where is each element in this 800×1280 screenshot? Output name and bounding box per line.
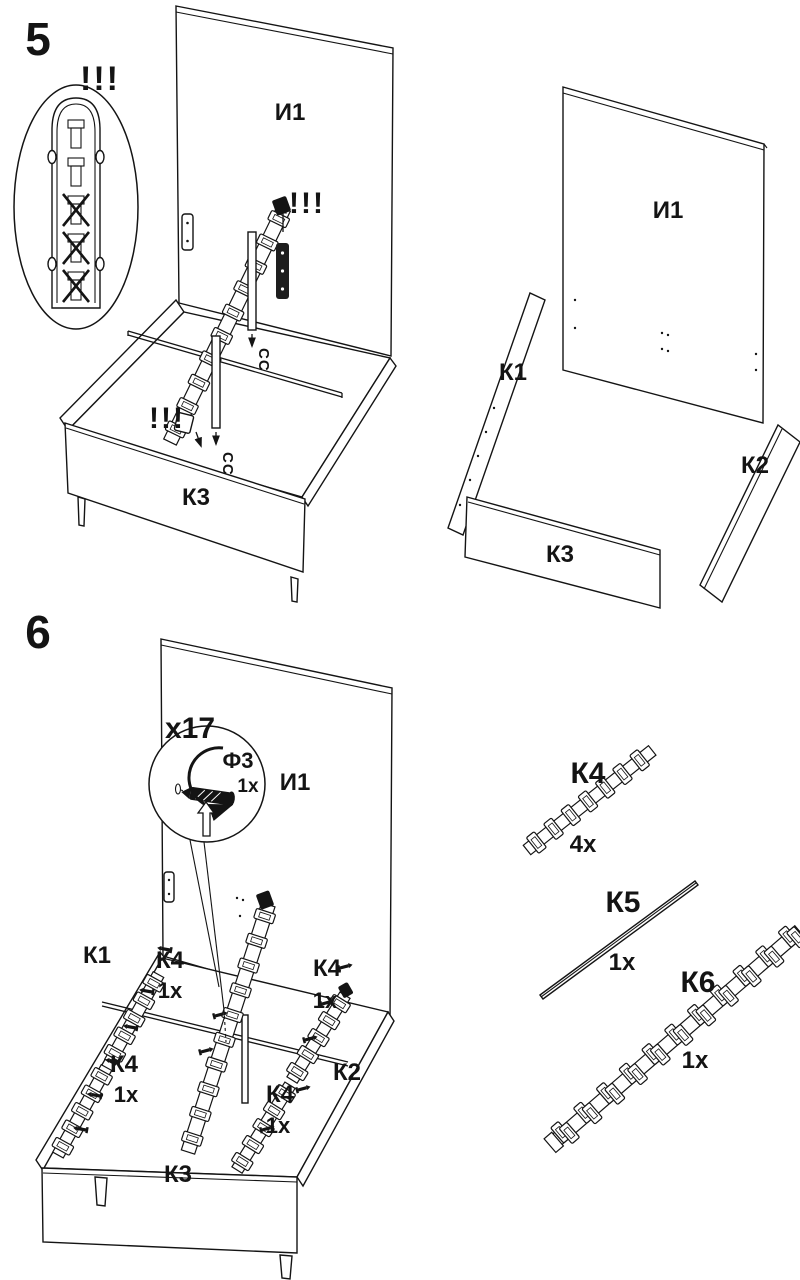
headboard-label: И1 bbox=[652, 197, 684, 224]
part-label: К4 bbox=[570, 757, 606, 790]
warning-icon: !!! bbox=[80, 60, 120, 98]
step5-exploded-view bbox=[448, 87, 800, 608]
warning-icon: !!! bbox=[149, 402, 185, 435]
step6-parts bbox=[521, 743, 800, 1156]
rail-qty: 1x bbox=[312, 988, 338, 1013]
mounting-plate bbox=[276, 243, 289, 299]
part-qty: 1x bbox=[608, 949, 636, 976]
rail-label: К4 bbox=[110, 1051, 138, 1078]
rail-label: К4 bbox=[156, 947, 184, 974]
bracket-strip bbox=[52, 98, 100, 308]
step-number: 5 bbox=[25, 13, 51, 65]
support-dowel bbox=[248, 232, 256, 346]
rail-qty: 1x bbox=[157, 978, 183, 1003]
wall-bracket bbox=[164, 872, 174, 902]
front-panel-label: К3 bbox=[546, 541, 574, 568]
left-panel-label: К1 bbox=[83, 942, 111, 969]
screw-diameter-label: Ф3 bbox=[222, 748, 254, 773]
rail-qty: 1x bbox=[265, 1113, 291, 1138]
headboard-panel bbox=[563, 87, 764, 423]
part-qty: 1x bbox=[681, 1047, 709, 1074]
front-panel-label: К3 bbox=[164, 1161, 192, 1188]
bed-leg bbox=[280, 1255, 292, 1279]
left-side-panel bbox=[448, 293, 545, 535]
screw-qty-label: 1x bbox=[237, 776, 259, 797]
detail-circle-callout bbox=[14, 85, 138, 329]
part-label: К5 bbox=[605, 886, 641, 919]
rail-label: К4 bbox=[313, 955, 341, 982]
headboard-label: И1 bbox=[279, 769, 311, 796]
screw-count-label: x17 bbox=[164, 712, 216, 745]
right-panel-label: К2 bbox=[741, 452, 769, 479]
front-panel-label: К3 bbox=[182, 484, 210, 511]
left-panel-label: К1 bbox=[499, 359, 527, 386]
rail-qty: 1x bbox=[113, 1082, 139, 1107]
bed-leg bbox=[78, 497, 85, 526]
support-dowel bbox=[212, 336, 220, 444]
warning-icon: !!! bbox=[289, 187, 325, 220]
part-label: К6 bbox=[680, 966, 716, 999]
rail-label: К4 bbox=[266, 1081, 294, 1108]
bed-leg bbox=[95, 1177, 107, 1206]
bed-leg bbox=[291, 577, 298, 602]
part-k6-rail bbox=[541, 921, 800, 1155]
wall-bracket bbox=[182, 214, 193, 250]
dowel-label: СС bbox=[219, 452, 236, 476]
right-panel-label: К2 bbox=[333, 1059, 361, 1086]
part-qty: 4x bbox=[569, 831, 597, 858]
step-number: 6 bbox=[25, 606, 51, 658]
headboard-panel bbox=[176, 6, 393, 356]
headboard-label: И1 bbox=[274, 99, 306, 126]
center-support-leg bbox=[242, 1015, 248, 1103]
dowel-label: СС bbox=[255, 348, 272, 372]
